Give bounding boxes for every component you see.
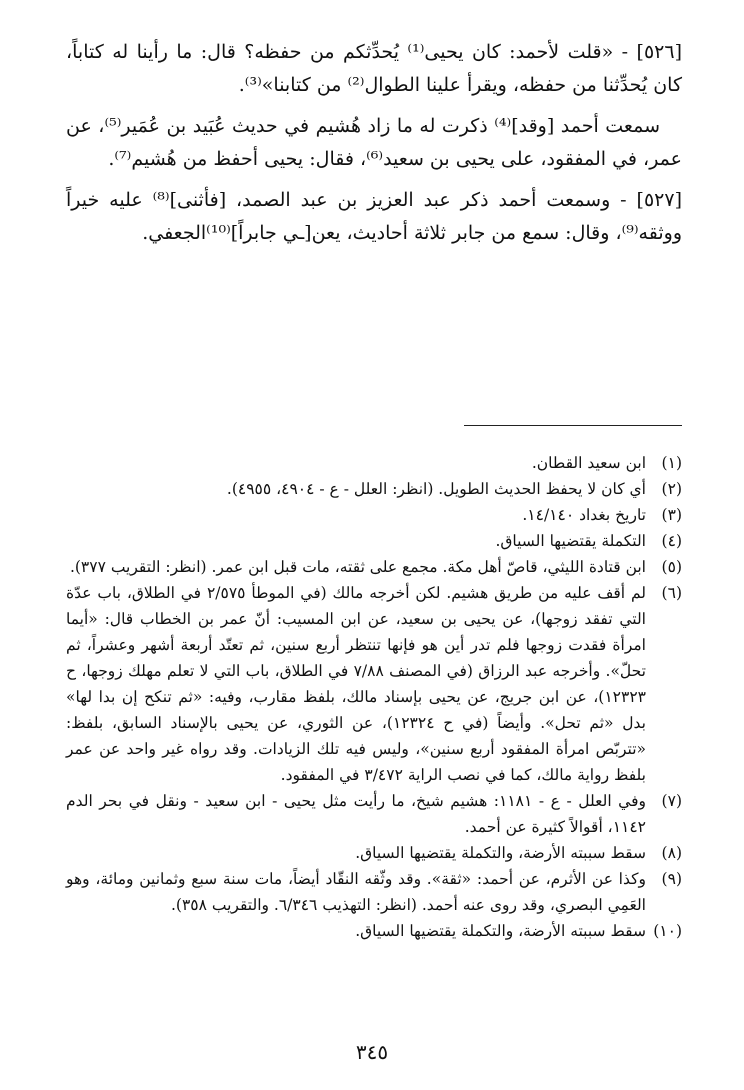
footnote-number: (٨) bbox=[661, 844, 682, 862]
paragraph-526: [٥٢٦] - «قلت لأحمد: كان يحيى⁽¹⁾ يُحدِّثكم من حفظه؟ قال: ما رأينا له كتاباً، كان يُحدِّثنا من حفظه، ويقرأ علينا الطوال⁽²⁾ من كتابنا»⁽³⁾. bbox=[66, 41, 682, 96]
page-number: ٣٤٥ bbox=[355, 1040, 389, 1064]
footnote-text: وفي العلل - ع - ١١٨١: هشيم شيخ، ما رأيت مثل يحيى - ابن سعيد - ونقل في بحر الدم ١١٤٢، أقوالاً كثيرة عن أحمد. bbox=[66, 792, 646, 836]
footnote-number: (١٠) bbox=[653, 922, 682, 940]
footnote-text: أي كان لا يحفظ الحديث الطويل. (انظر: العلل - ع - ٤٩٠٤، ٤٩٥٥). bbox=[226, 480, 646, 498]
footnote-text: ابن سعيد القطان. bbox=[531, 454, 646, 472]
paragraph-hushaym: سمعت أحمد [وقد]⁽⁴⁾ ذكرت له ما زاد هُشيم في حديث عُبَيد بن عُمَير⁽⁵⁾، عن عمر، في المفقود، على يحيى بن سعيد⁽⁶⁾، فقال: يحيى أحفظ من هُشيم⁽⁷⁾. bbox=[66, 115, 682, 170]
footnote-text: سقط سببته الأرضة، والتكملة يقتضيها السياق. bbox=[355, 922, 646, 940]
footnote-text: وكذا عن الأثرم، عن أحمد: «ثقة». وقد وثّقه النقّاد أيضاً، مات سنة سبع وثمانين ومائة، وهو العَمِي البصري، وقد روى عنه أحمد. (انظر: التهذيب ٦/٣٤٦. والتقريب ٣٥٨). bbox=[66, 870, 646, 914]
footnotes bbox=[66, 450, 682, 944]
paragraph-527: [٥٢٧] - وسمعت أحمد ذكر عبد العزيز بن عبد الصمد، [فأثنى]⁽⁸⁾ عليه خيراً ووثقه⁽⁹⁾، وقال: سمع من جابر ثلاثة أحاديث، يعن[ـي جابراً]⁽¹⁰⁾الجعفي. bbox=[66, 189, 682, 244]
footnote-7 bbox=[66, 788, 682, 840]
footnote-1 bbox=[66, 450, 682, 476]
footnote-4 bbox=[66, 528, 682, 554]
footnote-text: سقط سببته الأرضة، والتكملة يقتضيها السياق. bbox=[355, 844, 646, 862]
footnote-separator bbox=[464, 425, 682, 426]
footnote-text: التكملة يقتضيها السياق. bbox=[495, 532, 646, 550]
footnote-6 bbox=[66, 580, 682, 788]
footnote-number: (٢) bbox=[661, 480, 682, 498]
footnote-text: تاريخ بغداد ١٤/١٤٠. bbox=[522, 506, 646, 524]
footnote-9 bbox=[66, 866, 682, 918]
footnote-number: (٦) bbox=[661, 584, 682, 602]
footnote-8 bbox=[66, 840, 682, 866]
footnote-number: (٤) bbox=[661, 532, 682, 550]
footnote-text: ابن قتادة الليثي، قاصّ أهل مكة. مجمع على ثقته، مات قبل ابن عمر. (انظر: التقريب ٣٧٧). bbox=[69, 558, 646, 576]
main-text bbox=[66, 36, 682, 258]
footnote-number: (٥) bbox=[661, 558, 682, 576]
footnote-5 bbox=[66, 554, 682, 580]
footnote-3 bbox=[66, 502, 682, 528]
footnote-2 bbox=[66, 476, 682, 502]
footnote-number: (٧) bbox=[661, 792, 682, 810]
footnote-text: لم أقف عليه من طريق هشيم. لكن أخرجه مالك (في الموطأ ٢/٥٧٥ في الطلاق، باب عدّة التي تفقد زوجها)، عن يحيى بن سعيد، عن ابن المسيب: أنّ عمر بن الخطاب قال: «أيما امرأة فقدت زوجها فلم تدر أين هو فإنها تنتظر أربع سنين، ثم تعتّد أربعة أشهر وعشراً، ثم تحلّ». وأخرجه عبد الرزاق (في المصنف ٧/٨٨ في الطلاق، باب التي لا تعلم مهلك زوجها، ح ١٢٣٢٣)، عن ابن جريج، عن يحيى بإسناد مالك، بلفظ مقارب، وفيه: «ثم تنكح إن بدا لها» بدل «ثم تحل». وأيضاً (في ح ١٢٣٢٤)، عن الثوري، عن يحيى بالإسناد السابق، بلفظ: «تتربّص امرأة المفقود أربع سنين»، وليس فيه تلك الزيادات. وقد رواه غير واحد عن عمر بلفظ رواية مالك، كما في نصب الراية ٣/٤٧٢ في المفقود. bbox=[66, 584, 646, 784]
footnote-number: (٩) bbox=[661, 870, 682, 888]
footnote-number: (٣) bbox=[661, 506, 682, 524]
footnote-10 bbox=[66, 918, 682, 944]
footnote-number: (١) bbox=[661, 454, 682, 472]
